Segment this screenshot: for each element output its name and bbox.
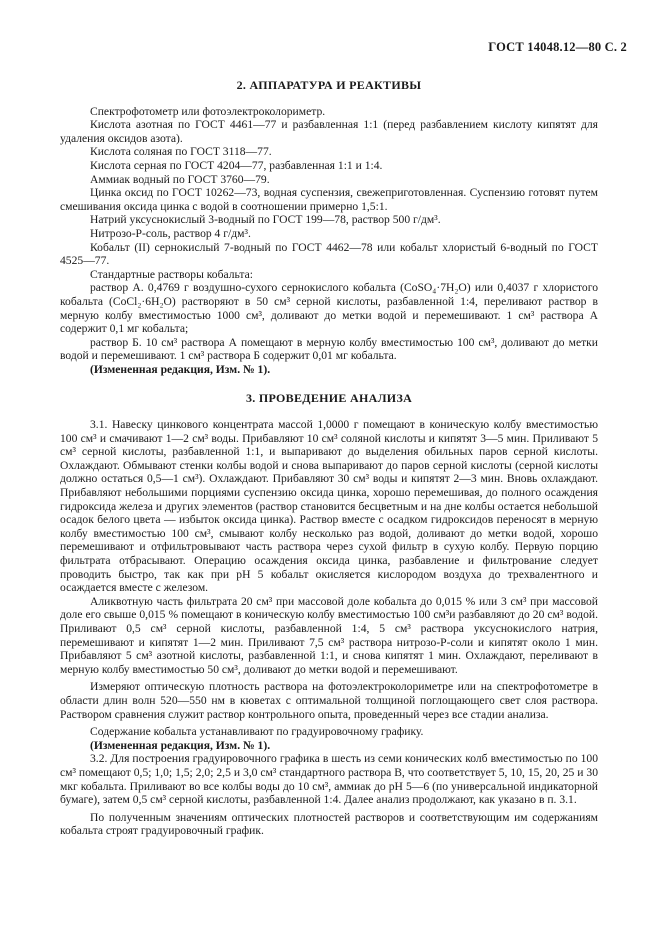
paragraph-3-2: 3.2. Для построения градуировочного графика в шесть из семи конических колб вместимостью по 100 см³ помещают 0,5; 1,0; 1,5; 2,0; 2,5 и 3,0 см³ стандартного раствора В, что соответствует 5, 10, 15, 20, 25 и 30 мкг кобальта. Приливают во все колбы воды до 10 см³, аммиак до pH 5—6 (по универсальной индикаторной бумаге), затем 0,5 см³ серной кислоты, разбавленной 1:4. Далее анализ продолжают, как указано в п. 3.1. <box>60 752 598 807</box>
paragraph-final: По полученным значениям оптических плотностей растворов и соответствующим им содержаниям кобальта строят градуировочный график. <box>60 810 598 838</box>
reagent-item: Натрий уксуснокислый 3-водный по ГОСТ 199—78, раствор 500 г/дм³. <box>90 213 441 227</box>
section-2-title: 2. АППАРАТУРА И РЕАКТИВЫ <box>236 78 422 92</box>
reagent-item: Кобальт (II) сернокислый 7-водный по ГОСТ 4462—78 или кобальт хлористый 6-водный по ГОСТ 4525—77. <box>60 240 598 268</box>
paragraph-3-1: 3.1. Навеску цинкового концентрата массой 1,0000 г помещают в коническую колбу вместимостью 100 см³ и смачивают 1—2 см³ воды. Прибавляют 10 см³ соляной кислоты и кипятят 3—5 мин. Приливают 5 см³ серной кислоты, разбавленной 1:1, и выпаривают до выделения обильных паров серной кислоты. Охлаждают. Обмывают стенки колбы водой и снова выпаривают до паров серной кислоты (серной кислоты должно остаться 0,5—1 см³). Охлаждают. Прибавляют 30 см³ воды и кипятят 2—3 мин. Вновь охлаждают. Прибавляют небольшими порциями суспензию оксида цинка, хорошо перемешивая, до полного осаждения гидроксида железа и других элементов (раствор становится бесцветным и на дне колбы остается небольшой осадок белого цвета — избыток оксида цинка). Раствор вместе с осадком гидроксидов переносят в мерную колбу вместимостью 100 см³, смывают колбу несколько раз водой, доливают до метки водой, хорошо перемешивают и отфильтровывают часть раствора через сухой фильтр в сухую колбу. Первую порцию фильтрата отбрасывают. Операцию осаждения оксида цинка, разбавление и фильтрование следует проводить быстро, так как при pH 5 кобальт окисляется кислородом воздуха до трехвалентного и осаждается вместе с железом. <box>60 418 598 595</box>
reagent-item: Цинка оксид по ГОСТ 10262—73, водная суспензия, свежеприготовленная. Суспензию готовят путем смешивания оксида цинка с водой в соотношении примерно 1,5:1. <box>60 186 598 213</box>
solution-b: раствор Б. 10 см³ раствора А помещают в мерную колбу вместимостью 100 см³, доливают до метки водой и перемешивают. 1 см³ раствора Б содержит 0,01 мг кобальта. <box>60 335 598 363</box>
paragraph-aliquot: Аликвотную часть фильтрата 20 см³ при массовой доле кобальта до 0,015 % или 3 см³ при массовой доле его свыше 0,015 % помещают в коническую колбу вместимостью 100 см³и разбавляют до 20 см³ водой. Приливают 0,5 см³ серной кислоты, разбавленной 1:4, 5 см³ раствора уксуснокислого натрия, перемешивают и кипятят 1—2 мин. Приливают 7,5 см³ раствора нитрозо-Р-соли и кипятят около 1 мин. Прибавляют 5 см³ азотной кислоты, разбавленной 1:1, и снова кипятят 1 мин. Охлаждают, переливают в мерную колбу вместимостью 50 см³, доливают до метки водой и перемешивают. <box>60 594 598 676</box>
paragraph-content: Содержание кобальта устанавливают по градуировочному графику. <box>90 725 424 739</box>
reagent-item: Стандартные растворы кобальта: <box>90 267 253 281</box>
reagent-item: Аммиак водный по ГОСТ 3760—79. <box>90 172 270 186</box>
paragraph-measurement: Измеряют оптическую плотность раствора на фотоэлектроколориметре или на спектрофотометре в области длин волн 520—550 нм в кюветах с оптимальной толщиной поглощающего свет слоя раствора. Раствором сравнения служит раствор контрольного опыта, проведенный через все стадии анализа. <box>60 680 598 721</box>
reagent-item: Кислота азотная по ГОСТ 4461—77 и разбавленная 1:1 (перед разбавлением кислоту кипятят для удаления оксидов азота). <box>60 118 598 145</box>
document-body <box>60 79 598 838</box>
revision-note: (Измененная редакция, Изм. № 1). <box>90 738 271 752</box>
section-3-title: 3. ПРОВЕДЕНИЕ АНАЛИЗА <box>245 391 413 406</box>
solution-a: раствор А. 0,4769 г воздушно-сухого сернокислого кобальта (CoSO₄·7H₂O) или 0,4037 г хлористого кобальта (CoCl₂·6H₂O) растворяют в 50 см³ серной кислоты, разбавленной 1:4, переливают раствор в мерную колбу вместимостью 1000 см³, доливают до метки водой и перемешивают. 1 см³ раствора А содержит 0,1 мг кобальта; <box>60 281 598 336</box>
reagent-item: Кислота серная по ГОСТ 4204—77, разбавленная 1:1 и 1:4. <box>90 158 383 172</box>
revision-note: (Измененная редакция, Изм. № 1). <box>90 362 271 376</box>
reagent-item: Кислота соляная по ГОСТ 3118—77. <box>90 145 272 159</box>
reagent-item: Спектрофотометр или фотоэлектроколориметр. <box>90 104 326 118</box>
standard-header: ГОСТ 14048.12—80 С. 2 <box>488 40 627 54</box>
reagent-item: Нитрозо-Р-соль, раствор 4 г/дм³. <box>90 226 251 240</box>
